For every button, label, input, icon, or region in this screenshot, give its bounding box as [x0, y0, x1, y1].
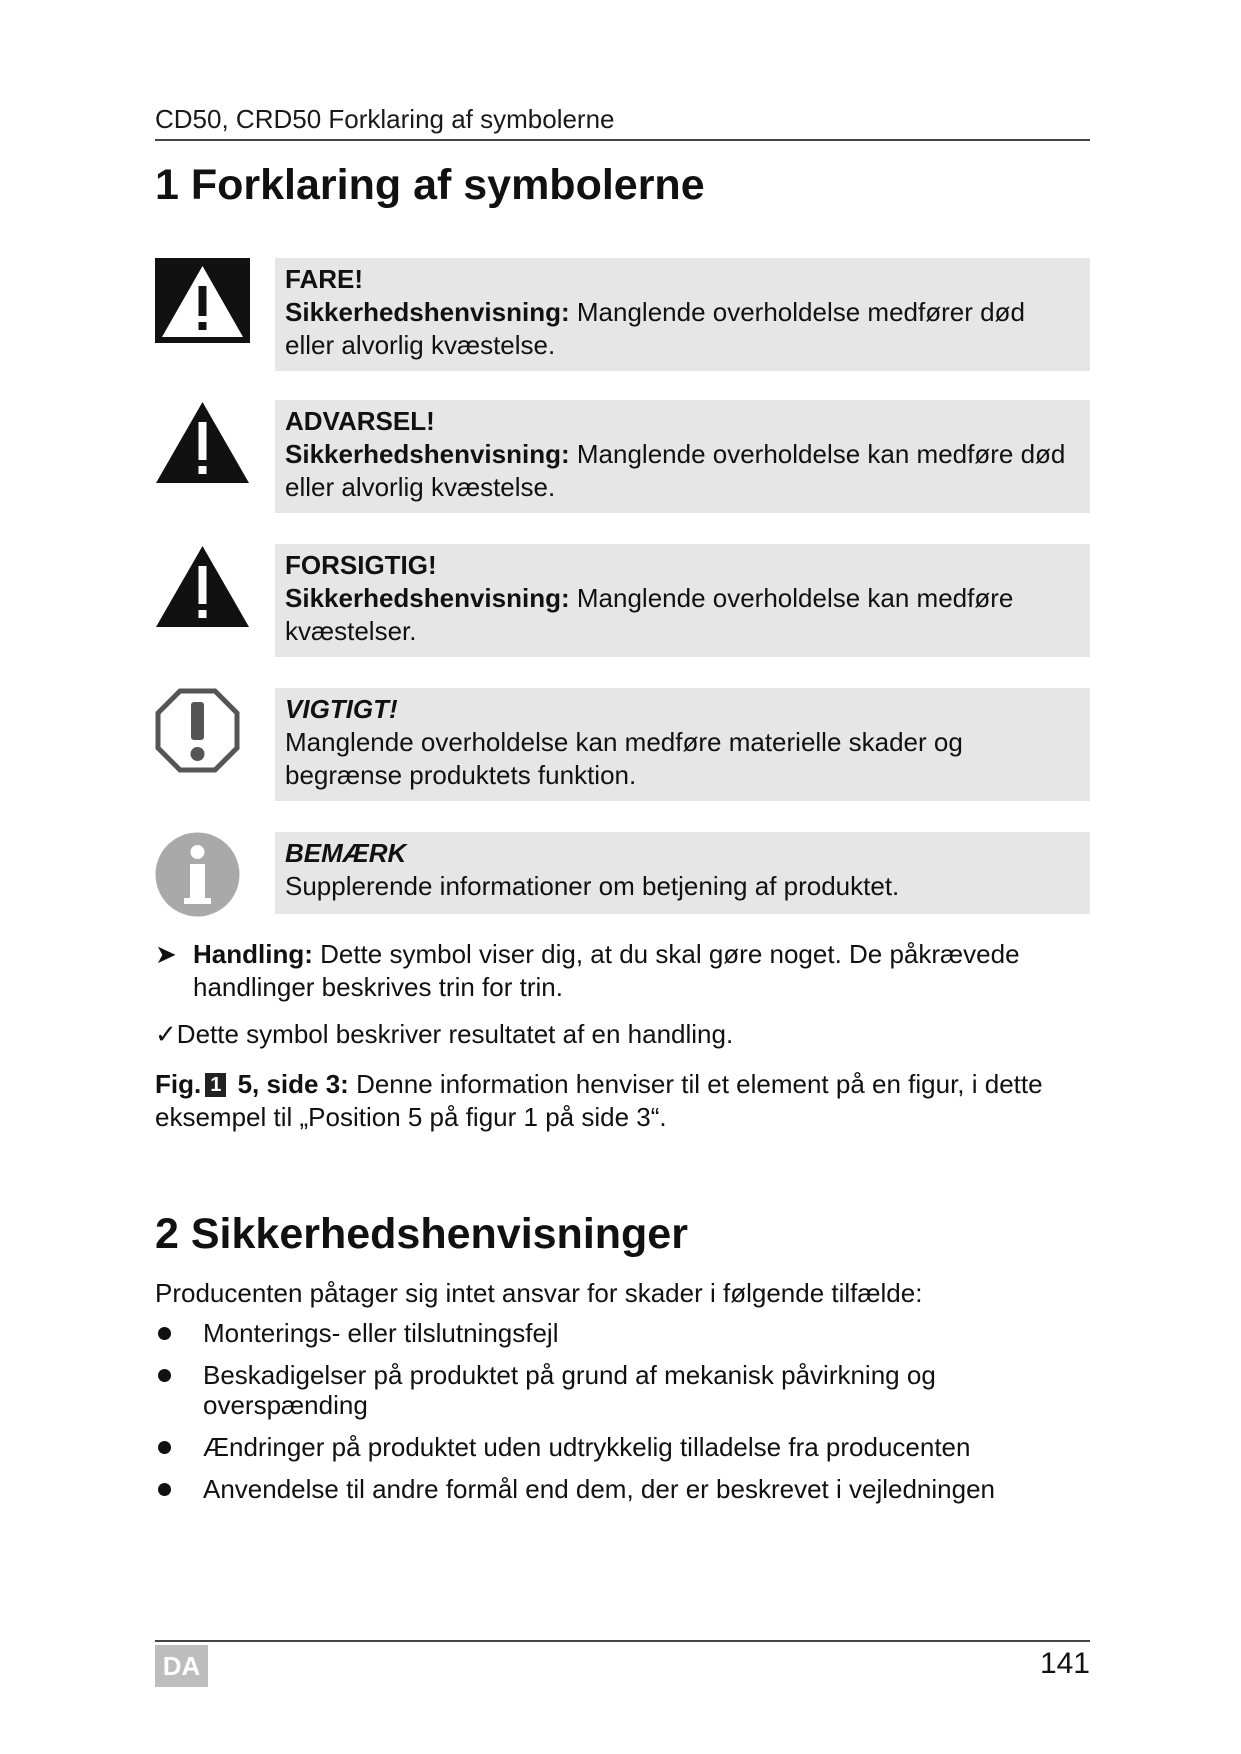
- figure-number-badge: 1: [205, 1073, 226, 1097]
- fig-paragraph: [155, 1068, 1090, 1134]
- list-item: Monterings- eller tilslutningsfejl: [155, 1318, 1090, 1348]
- warning-icon: [155, 400, 250, 490]
- section-1-heading: 1 Forklaring af symbolerne: [155, 161, 705, 209]
- notice-text: Manglende overholdelse medfører død eller alvorlig kvæstelse.: [285, 297, 1025, 360]
- notice-caution: [155, 544, 1090, 659]
- language-tab: DA: [155, 1645, 208, 1687]
- list-item: Anvendelse til andre formål end dem, der er beskrevet i vejledningen: [155, 1474, 1090, 1504]
- check-icon: ✓: [155, 1019, 177, 1049]
- notice-title: VIGTIGT!: [285, 694, 398, 724]
- notice-title: ADVARSEL!: [285, 406, 435, 436]
- fig-text: Denne information henviser til et element på en figur, i dette eksempel til „Position 5 på figur 1 på side 3“.: [155, 1069, 1043, 1132]
- notice-lead: Sikkerhedshenvisning:: [285, 297, 570, 327]
- list-item: Ændringer på produktet uden udtrykkelig tilladelse fra producenten: [155, 1432, 1090, 1462]
- notice-box-important: [275, 688, 1090, 801]
- running-header: CD50, CRD50 Forklaring af symbolerne: [155, 104, 615, 134]
- handling-text: Dette symbol viser dig, at du skal gøre noget. De påkrævede handlinger beskrives trin for trin.: [193, 939, 1020, 1002]
- bullet-icon: [158, 1441, 171, 1454]
- notice-lead: Sikkerhedshenvisning:: [285, 583, 570, 613]
- important-icon: [155, 688, 250, 778]
- fig-lead: Fig.: [155, 1069, 202, 1099]
- info-icon: [155, 832, 250, 922]
- fig-lead-2: 5, side 3:: [230, 1069, 349, 1099]
- notice-text: Manglende overholdelse kan medføre materielle skader og begrænse produktets funktion.: [285, 727, 963, 790]
- notice-box-caution: [275, 544, 1090, 657]
- notice-lead: Sikkerhedshenvisning:: [285, 439, 570, 469]
- bullet-icon: [158, 1369, 171, 1382]
- section-2-intro: Producenten påtager sig intet ansvar for skader i følgende tilfælde:: [155, 1278, 923, 1308]
- result-paragraph: [155, 1018, 1090, 1051]
- bullet-icon: [158, 1327, 171, 1340]
- notice-box-info: [275, 832, 1090, 914]
- arrow-icon: ➤: [155, 939, 177, 969]
- notice-title: FARE!: [285, 264, 363, 294]
- result-text: Dette symbol beskriver resultatet af en handling.: [176, 1019, 734, 1049]
- list-item: Beskadigelser på produktet på grund af mekanisk påvirkning og overspænding: [155, 1360, 1090, 1420]
- caution-icon: [155, 544, 250, 634]
- bullet-icon: [158, 1483, 171, 1496]
- handling-lead: Handling:: [193, 939, 313, 969]
- header-rule: [155, 139, 1090, 141]
- footer-rule: [155, 1640, 1090, 1642]
- notice-danger: [155, 258, 1090, 373]
- notice-text: Manglende overholdelse kan medføre kvæstelser.: [285, 583, 1014, 646]
- notice-important: [155, 688, 1090, 803]
- notice-info: [155, 832, 1090, 947]
- notice-title: FORSIGTIG!: [285, 550, 437, 580]
- notice-box-warning: [275, 400, 1090, 513]
- notice-box-danger: [275, 258, 1090, 371]
- section-2-heading: 2 Sikkerhedshenvisninger: [155, 1210, 688, 1258]
- danger-icon: [155, 258, 250, 348]
- notice-title: BEMÆRK: [285, 838, 407, 868]
- handling-paragraph: [155, 938, 1090, 1004]
- liability-list: [155, 1318, 1090, 1516]
- notice-text: Supplerende informationer om betjening af produktet.: [285, 871, 900, 901]
- notice-warning: [155, 400, 1090, 515]
- notice-text: Manglende overholdelse kan medføre død eller alvorlig kvæstelse.: [285, 439, 1066, 502]
- page-number: 141: [1039, 1647, 1090, 1680]
